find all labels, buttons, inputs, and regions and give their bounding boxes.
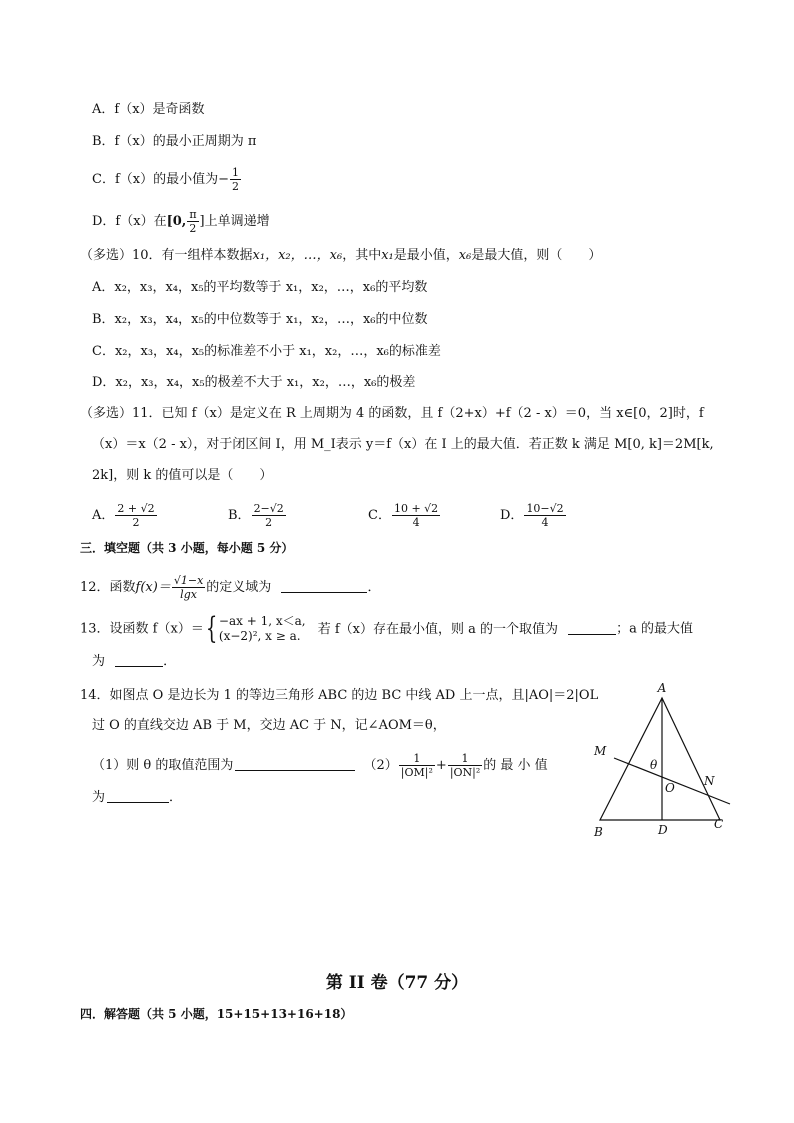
- q14-answer-blank-2[interactable]: [107, 788, 169, 803]
- part-2-title: 第 II 卷（77 分）: [325, 973, 469, 993]
- q11-line-3: 2k]，则 k 的值可以是（ ）: [92, 468, 273, 483]
- q10-option-c: C．x₂，x₃，x₄，x₅的标准差不小于 x₁，x₂，…，x₆的标准差: [92, 344, 441, 359]
- fraction-numerator: 2−√2: [253, 502, 284, 515]
- q14-fraction-1: [399, 752, 435, 779]
- label-theta: θ: [650, 758, 658, 772]
- option-fraction: [524, 502, 565, 529]
- option-fraction: [115, 502, 156, 529]
- q10-stem-mid2: 是最小值，: [393, 248, 459, 263]
- q11-option-b: [228, 502, 287, 529]
- q14-l3-mid: （2）: [363, 758, 398, 773]
- q10-stem-pre: （多选）10．有一组样本数据: [80, 248, 253, 263]
- label-o: O: [665, 781, 675, 795]
- q13-line-2-end: ．: [163, 654, 177, 669]
- q12-end: ．: [367, 580, 381, 595]
- fraction-numerator: 2 + √2: [117, 502, 155, 515]
- q10-stem-vars: x₁，x₂，…，x₆: [252, 248, 343, 263]
- fraction-denominator: 2: [115, 515, 156, 529]
- q13-line-1: [80, 611, 694, 646]
- q10-stem-post: 是最大值，则（ ）: [471, 248, 602, 263]
- option-label: B．: [228, 508, 251, 523]
- q12-fraction: [172, 574, 205, 601]
- label-m: M: [594, 744, 607, 758]
- option-fraction: [392, 502, 440, 529]
- q14-answer-blank-1[interactable]: [235, 756, 355, 771]
- fraction-numerator: 1: [232, 166, 239, 179]
- q9-option-b: B．f（x）的最小正周期为 π: [92, 134, 257, 149]
- fraction-numerator: π: [189, 208, 197, 221]
- q12-fx: f(x)＝: [135, 580, 171, 595]
- fraction-numerator: 10−√2: [526, 502, 564, 515]
- q9-option-a: A．f（x）是奇函数: [92, 102, 205, 117]
- q13-cases: [219, 614, 306, 644]
- fraction-denominator: 4: [392, 515, 440, 529]
- q14-line-4: [92, 788, 182, 808]
- q13-case-1: −ax + 1, x＜a,: [218, 614, 306, 628]
- q13-answer-blank-1[interactable]: [568, 620, 616, 635]
- fraction-denominator: lgx: [172, 587, 205, 601]
- fraction-numerator: 10 + √2: [393, 502, 439, 515]
- q13-mid2: ；a 的最大值: [616, 621, 694, 637]
- q14-plus: +: [435, 758, 447, 773]
- q10-option-d: D．x₂，x₃，x₄，x₅的极差不大于 x₁，x₂，…，x₆的极差: [92, 375, 416, 390]
- q14-line-4-end: ．: [169, 790, 183, 805]
- triangle-figure: [588, 676, 738, 841]
- q14-l3-post: 的 最 小 值: [483, 758, 548, 773]
- q9-option-d-text: D．f（x）在: [92, 214, 167, 229]
- q9-option-d-bracket: [0,: [166, 214, 187, 229]
- option-label: C．: [368, 508, 391, 523]
- label-a: A: [657, 681, 667, 695]
- label-d: D: [658, 823, 668, 837]
- q10-stem-mid: ，其中: [342, 248, 382, 263]
- q14-line-1: 14．如图点 O 是边长为 1 的等边三角形 ABC 的边 BC 中线 AD 上一点，且|AO|＝2|OL: [80, 688, 599, 703]
- q9-option-c-text: C．f（x）的最小值为: [92, 172, 219, 187]
- q9-option-d-post: ]上单调递增: [199, 214, 270, 229]
- label-n: N: [704, 774, 715, 788]
- q9-option-c-fraction: [230, 166, 241, 193]
- q11-option-d: [500, 502, 567, 529]
- q10-stem: [80, 246, 601, 266]
- section-3-title: 三．填空题（共 3 小题，每小题 5 分）: [80, 541, 294, 555]
- q13-pre: 13．设函数 f（x）＝: [80, 621, 204, 637]
- q10-stem-x6: x₆: [458, 248, 472, 263]
- q11-line-1: （多选）11．已知 f（x）是定义在 R 上周期为 4 的函数，且 f（2+x）+f（2 - x）＝0，当 x∈[0，2]时，f: [80, 406, 704, 421]
- q13-line-2-pre: 为: [92, 654, 106, 669]
- label-c: C: [714, 817, 724, 831]
- q14-line-3: [92, 752, 548, 779]
- option-fraction: [252, 502, 286, 529]
- q14-fraction-2: [448, 752, 482, 779]
- q9-option-c-minus: −: [218, 172, 229, 187]
- q9-option-d-fraction: [187, 208, 198, 235]
- q13-line-2: [92, 652, 176, 672]
- q12: [80, 574, 380, 601]
- option-label: A．: [92, 508, 115, 523]
- q9-option-d: [92, 208, 270, 235]
- q14-l3-pre: （1）则 θ 的取值范围为: [92, 758, 234, 773]
- q12-answer-blank[interactable]: [281, 578, 367, 593]
- q11-line-2: （x）＝x（2 - x），对于闭区间 I，用 M_I表示 y＝f（x）在 I 上的最大值．若正数 k 满足 M[0, k]＝2M[k,: [92, 437, 714, 452]
- fraction-denominator: 2: [232, 180, 239, 193]
- q13-mid: 若 f（x）存在最小值，则 a 的一个取值为: [317, 621, 559, 637]
- q9-option-c: [92, 166, 242, 193]
- fraction-denominator: 2: [187, 221, 198, 235]
- q10-option-a: A．x₂，x₃，x₄，x₅的平均数等于 x₁，x₂，…，x₆的平均数: [92, 280, 428, 295]
- q13-answer-blank-2[interactable]: [115, 652, 163, 667]
- q11-option-c: [368, 502, 441, 529]
- q13-case-2: (x−2)², x ≥ a.: [218, 629, 301, 643]
- label-b: B: [594, 825, 603, 839]
- fraction-denominator: 4: [524, 515, 565, 529]
- q12-pre: 12．函数: [80, 580, 136, 595]
- q10-stem-x1: x₁: [381, 248, 394, 263]
- left-brace-icon: {: [205, 611, 218, 646]
- section-4-title: 四．解答题（共 5 小题，15+15+13+16+18）: [80, 1007, 353, 1021]
- q10-option-b: B．x₂，x₃，x₄，x₅的中位数等于 x₁，x₂，…，x₆的中位数: [92, 312, 428, 327]
- q14-line-2: 过 O 的直线交边 AB 于 M，交边 AC 于 N，记∠AOM＝θ，: [92, 718, 446, 733]
- fraction-denominator: 2: [252, 515, 286, 529]
- q12-post: 的定义域为: [206, 580, 272, 595]
- fraction-numerator: √1−x: [173, 574, 204, 587]
- option-label: D．: [500, 508, 524, 523]
- fraction-denominator: |OM|²: [400, 766, 433, 779]
- q14-line-4-pre: 为: [92, 790, 106, 805]
- q11-option-a: [92, 502, 158, 529]
- fraction-numerator: 1: [461, 752, 469, 765]
- fraction-denominator: |ON|²: [449, 766, 481, 779]
- fraction-numerator: 1: [413, 752, 421, 765]
